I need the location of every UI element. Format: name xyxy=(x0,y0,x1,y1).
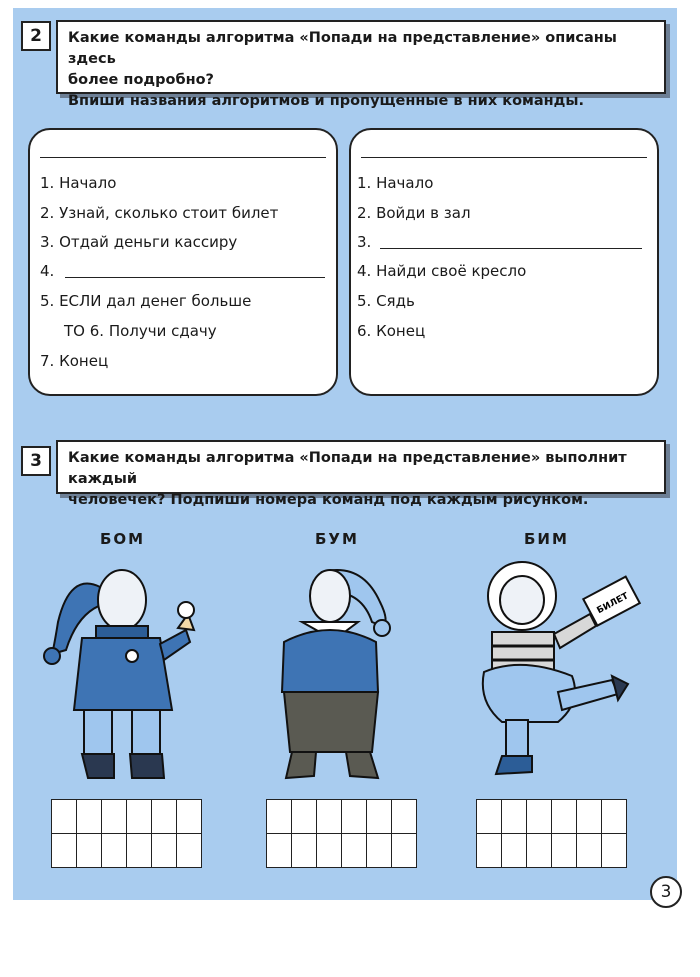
right-step-3-row xyxy=(357,233,642,251)
task-2-prompt-line-1: Какие команды алгоритма «Попади на представление» описаны здесь xyxy=(68,30,617,67)
task-2-prompt xyxy=(56,20,666,109)
right-step-4: 4. Найди своё кресло xyxy=(357,262,527,280)
right-step-1: 1. Начало xyxy=(357,174,434,192)
right-step-3-answer-line[interactable] xyxy=(380,248,642,249)
left-step-4-label: 4. xyxy=(40,262,55,280)
bim-illustration xyxy=(462,552,642,784)
left-step-4-answer-line[interactable] xyxy=(65,277,325,278)
right-step-3-label: 3. xyxy=(357,233,372,251)
left-step-4-row xyxy=(40,262,325,280)
task-3-prompt xyxy=(56,440,666,508)
task-3-prompt-line-2: человечек? Подпиши номера команд под каждым рисунком. xyxy=(68,492,589,508)
character-label-bum: БУМ xyxy=(315,530,359,548)
ticket-text: БИЛЕТ xyxy=(595,591,631,617)
task-2-prompt-line-3: Впиши названия алгоритмов и пропущенные в них команды. xyxy=(68,93,585,109)
right-step-6: 6. Конец xyxy=(357,322,426,340)
character-label-bim: БИМ xyxy=(524,530,569,548)
task-3-number: 3 xyxy=(21,446,51,476)
bum-illustration xyxy=(262,552,412,784)
character-label-bom: БОМ xyxy=(100,530,146,548)
left-step-6: ТО 6. Получи сдачу xyxy=(64,322,217,340)
algorithm-card-left xyxy=(28,128,338,396)
answer-grid-bum[interactable] xyxy=(266,799,417,868)
page-number: 3 xyxy=(650,876,682,908)
algorithm-name-field-right[interactable] xyxy=(361,157,647,158)
algorithm-name-field-left[interactable] xyxy=(40,157,326,158)
answer-grid-bom[interactable] xyxy=(51,799,202,868)
right-step-5: 5. Сядь xyxy=(357,292,415,310)
task-2-number: 2 xyxy=(21,21,51,51)
bom-illustration xyxy=(40,552,220,784)
left-step-2: 2. Узнай, сколько стоит билет xyxy=(40,204,279,222)
task-3-prompt-line-1: Какие команды алгоритма «Попади на представление» выполнит каждый xyxy=(68,450,627,487)
left-step-5: 5. ЕСЛИ дал денег больше xyxy=(40,292,252,310)
algorithm-card-right xyxy=(349,128,659,396)
answer-grid-bim[interactable] xyxy=(476,799,627,868)
left-step-1: 1. Начало xyxy=(40,174,117,192)
right-step-2: 2. Войди в зал xyxy=(357,204,471,222)
left-step-7: 7. Конец xyxy=(40,352,109,370)
task-2-prompt-line-2: более подробно? xyxy=(68,72,214,88)
left-step-3: 3. Отдай деньги кассиру xyxy=(40,233,238,251)
